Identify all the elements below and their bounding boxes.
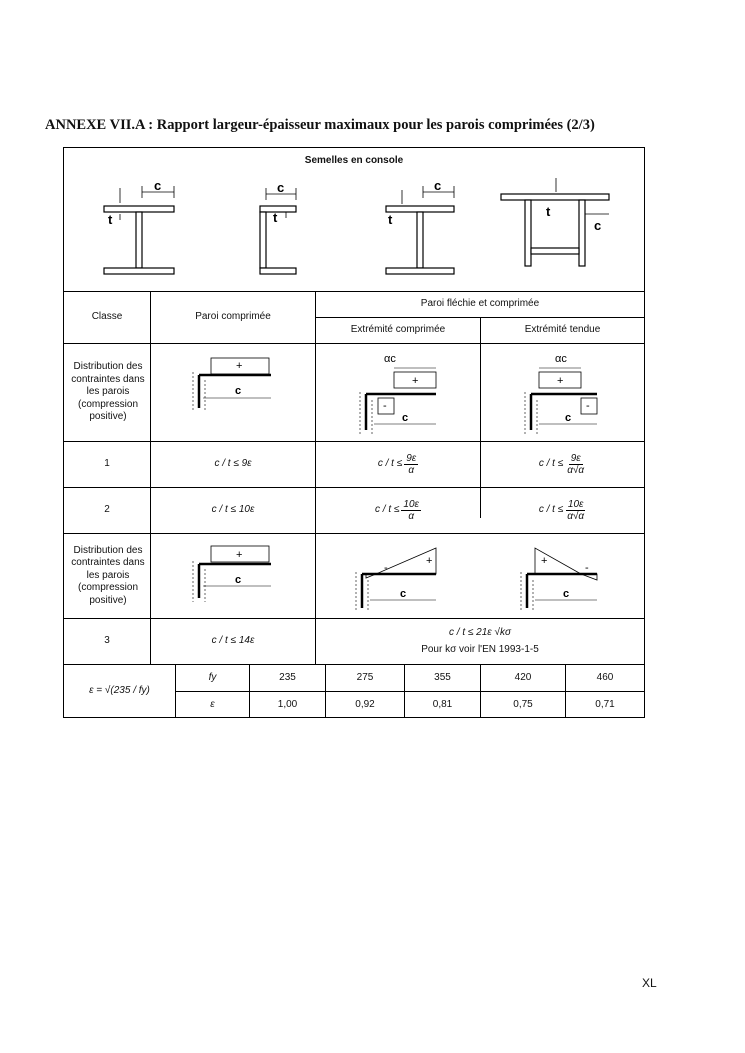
svg-text:c: c (235, 574, 242, 586)
sym-t-2: t (273, 210, 278, 225)
page-title: ANNEXE VII.A : Rapport largeur-épaisseur maximaux pour les parois comprimées (2/3) (45, 117, 595, 133)
fy-label: fy (208, 671, 217, 683)
eps-value-3: 0,81 (432, 698, 453, 710)
fy-value-3: 355 (434, 671, 451, 683)
stress-diagram-exttend-2 (481, 534, 644, 618)
svg-text:αc: αc (384, 353, 396, 365)
sym-c-4: c (594, 218, 602, 233)
eps-value-5: 0,71 (595, 698, 615, 710)
col-paroi-flechie: Paroi fléchie et comprimée (420, 297, 540, 309)
svg-text:-: - (585, 562, 589, 574)
fraction (565, 453, 586, 476)
classe-3: 3 (104, 635, 110, 647)
lhs: c / t ≤ (538, 458, 564, 470)
stress-diagram-extcomp-1 (316, 344, 480, 441)
fraction (565, 499, 586, 522)
svg-text:-: - (384, 562, 388, 574)
eps-value-1: 1,00 (277, 698, 298, 710)
distribution-label-1: Distribution des contraintes dans les parois (compression positive) (71, 361, 145, 423)
classe-2-extcomp (316, 488, 480, 533)
sym-c-3: c (434, 178, 442, 193)
col-extremite-comprimee: Extrémité comprimée (350, 324, 446, 336)
fraction (401, 499, 421, 522)
box-section-sketch (501, 178, 609, 266)
classe-3-bend (316, 619, 644, 664)
eps-value-2: 0,92 (355, 698, 375, 710)
classe-3-bend-formula: c / t ≤ 21ε √kσ (449, 627, 511, 638)
svg-text:+: + (236, 360, 243, 372)
svg-text:c: c (400, 588, 407, 600)
numerator: 10ε (567, 499, 584, 510)
classe-1-extcomp (316, 442, 480, 487)
classe-3-comp: c / t ≤ 14ε (211, 635, 255, 647)
denominator: α (408, 511, 415, 522)
fy-value-5: 460 (596, 671, 614, 683)
page-footer: XL (642, 976, 657, 990)
denominator: α (408, 465, 415, 476)
col-classe: Classe (91, 310, 123, 322)
fraction (404, 453, 418, 476)
svg-text:-: - (383, 400, 387, 412)
col-extremite-tendue: Extrémité tendue (524, 324, 601, 336)
fy-value-2: 275 (356, 671, 374, 683)
sym-c-2: c (277, 180, 285, 195)
fy-value-1: 235 (279, 671, 296, 683)
denominator: α√α (567, 511, 585, 522)
classe-3-bend-note: Pour kσ voir l'EN 1993-1-5 (421, 643, 539, 655)
stress-diagram-exttend-1 (481, 344, 644, 441)
i-section-sketch-2 (386, 186, 454, 274)
svg-text:c: c (565, 412, 572, 424)
distribution-label-2: Distribution des contraintes dans les parois (compression positive) (71, 544, 145, 606)
lhs: c / t ≤ (538, 504, 564, 516)
stress-diagram-extcomp-2 (316, 534, 480, 618)
numerator: 9ε (406, 453, 417, 464)
header-semelles: Semelles en console (304, 154, 404, 166)
denominator: α√α (567, 465, 585, 476)
numerator: 9ε (570, 453, 581, 464)
sym-t-3: t (388, 212, 393, 227)
svg-text:c: c (563, 588, 570, 600)
svg-text:+: + (557, 375, 564, 387)
svg-text:c: c (402, 412, 409, 424)
classe-1: 1 (104, 458, 110, 470)
eps-label: ε (210, 698, 215, 710)
fy-value-4: 420 (514, 671, 532, 683)
col-paroi-comprimee: Paroi comprimée (195, 310, 271, 322)
svg-text:+: + (426, 555, 433, 567)
classe-2: 2 (104, 504, 110, 516)
classe-2-exttend (481, 488, 644, 533)
lhs: c / t ≤ (375, 504, 400, 516)
classe-1-exttend (481, 442, 644, 487)
svg-text:+: + (236, 549, 243, 561)
stress-diagram-comp-2 (151, 534, 315, 618)
sym-c-1: c (154, 178, 162, 193)
classe-1-comp: c / t ≤ 9ε (214, 458, 252, 470)
stress-diagram-comp-1 (151, 344, 315, 441)
eps-value-4: 0,75 (513, 698, 533, 710)
svg-text:-: - (586, 400, 590, 412)
svg-text:αc: αc (555, 353, 567, 365)
svg-text:+: + (412, 375, 419, 387)
lhs: c / t ≤ (377, 458, 403, 470)
epsilon-formula: ε = √(235 / fy) (89, 685, 150, 697)
width-thickness-table (63, 147, 645, 718)
i-section-sketch-1 (104, 186, 174, 274)
section-sketches (64, 148, 644, 291)
svg-text:+: + (541, 555, 548, 567)
svg-text:c: c (235, 385, 242, 397)
numerator: 10ε (403, 499, 419, 510)
sym-t-4: t (546, 204, 551, 219)
sym-t-1: t (108, 212, 113, 227)
classe-2-comp: c / t ≤ 10ε (211, 504, 255, 516)
channel-sketch (260, 188, 296, 274)
